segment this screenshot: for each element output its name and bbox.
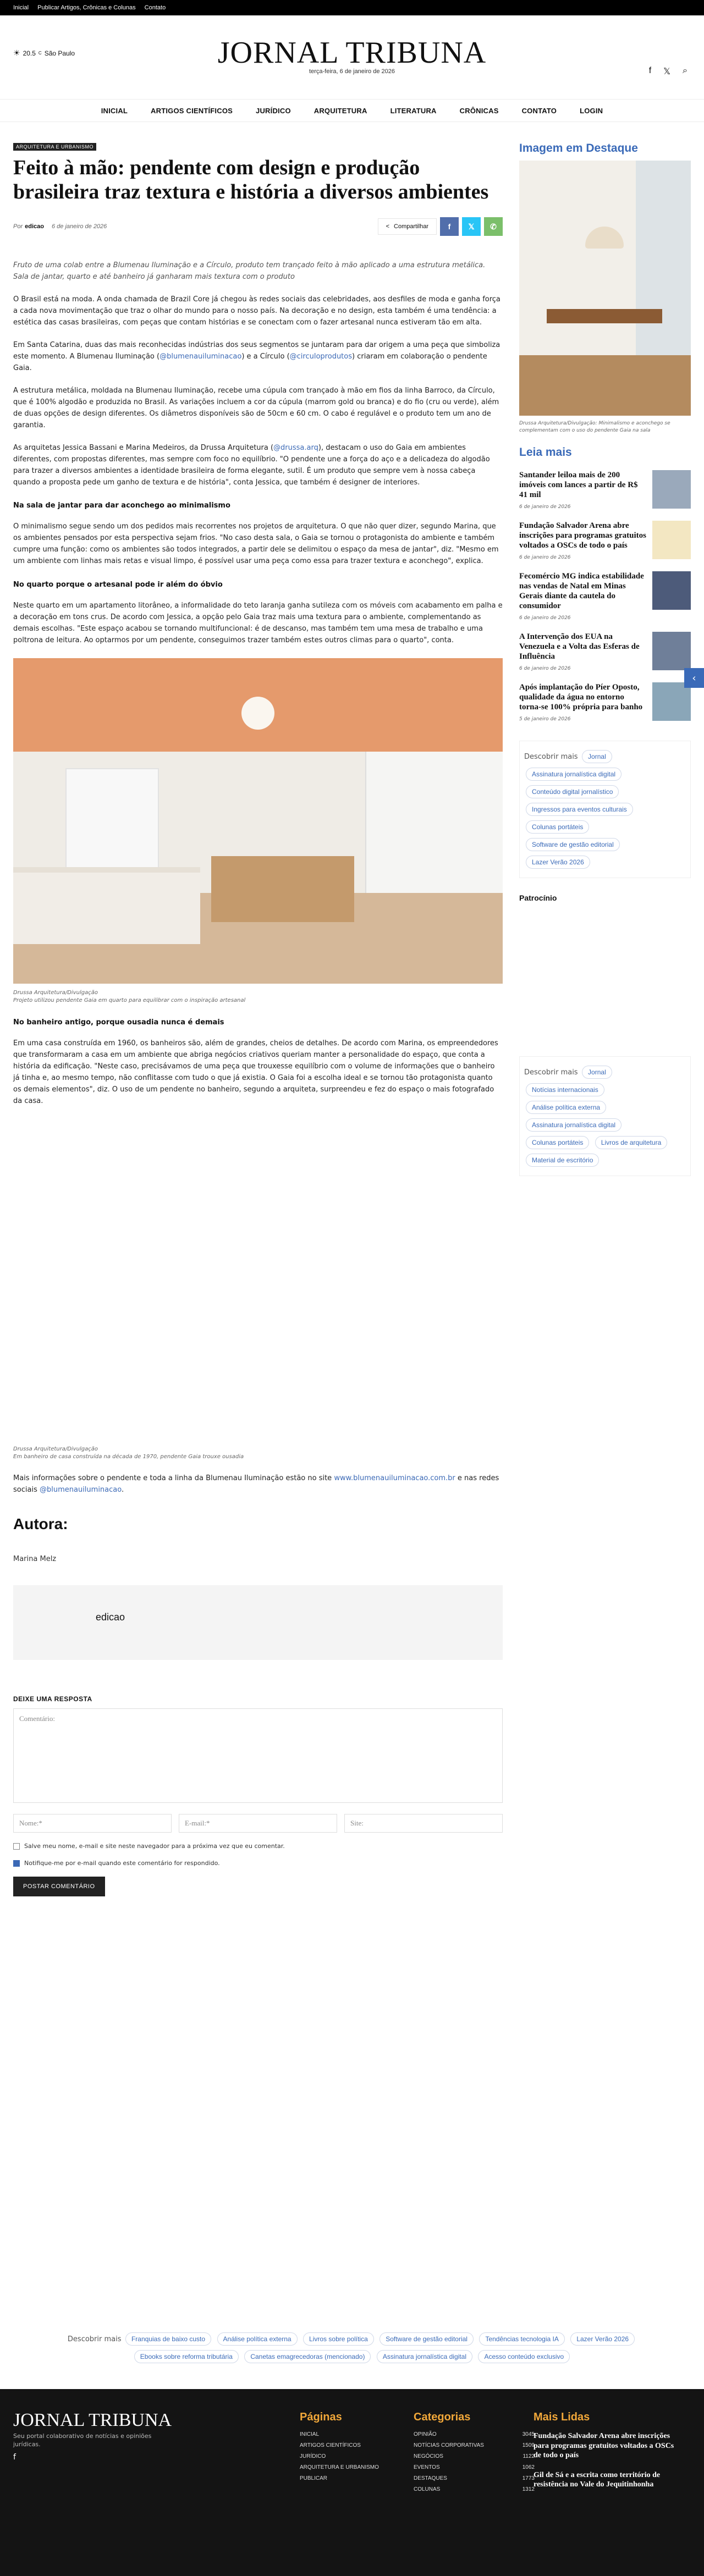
footer-news-link[interactable]: Fundação Salvador Arena abre inscrições para programas gratuitos voltados a OSCs de todo o país: [534, 2432, 674, 2459]
footer-page-link[interactable]: PUBLICAR: [300, 2475, 328, 2481]
news-date: 6 de janeiro de 2026: [519, 504, 571, 510]
section-heading: No quarto porque o artesanal pode ir além do óbvio: [13, 580, 223, 589]
footer-categories-heading: Categorias: [414, 2411, 471, 2423]
news-title[interactable]: Fundação Salvador Arena abre inscrições para programas gratuitos voltados a OSCs de todo o país: [519, 521, 646, 550]
discover-chip[interactable]: Acesso conteúdo exclusivo: [478, 2350, 570, 2363]
news-title[interactable]: Santander leiloa mais de 200 imóveis com lances a partir de R$ 41 mil: [519, 471, 638, 500]
news-title[interactable]: Após implantação do Píer Oposto, qualidade da água no entorno torna-se 100% própria para banho: [519, 683, 643, 712]
site-field[interactable]: Site:: [344, 1814, 503, 1833]
discover-chip[interactable]: Canetas emagrecedoras (mencionado): [244, 2350, 371, 2363]
nav-item-juridico[interactable]: JURÍDICO: [256, 106, 291, 115]
discover-chip[interactable]: Lazer Verão 2026: [570, 2332, 635, 2346]
news-date: 6 de janeiro de 2026: [519, 666, 571, 672]
paragraph: Mais informações sobre o pendente e toda a linha da Blumenau Iluminação estão no site www.blumenauiluminacao.com.br e nas redes sociais @blumenauiluminacao.: [13, 1474, 499, 1494]
discover-chip[interactable]: Análise política externa: [217, 2332, 298, 2346]
discover-chip[interactable]: Franquias de baixo custo: [125, 2332, 211, 2346]
discover-chip[interactable]: Colunas portáteis: [526, 1136, 589, 1149]
author-box-name[interactable]: edicao: [96, 1612, 125, 1623]
header-date: terça-feira, 6 de janeiro de 2026: [309, 68, 395, 75]
site-footer: [0, 2389, 704, 2576]
discover-chip[interactable]: Assinatura jornalística digital: [526, 1118, 622, 1132]
paragraph: Neste quarto em um apartamento litorâneo, a informalidade do teto laranja ganha sutileza com os móveis com acabamento em palha e a decoração em tons crus. De acordo com Jessica, a opção pelo Gaia traz mais uma textura para o ambiente, complementando as demais escolhas. "Este espaço acabou se tornando multifuncional: é de descanso, mas também tem uma mesa de trabalho e uma poltrona de leitura. Ao optarmos por um pendente, conseguimos trazer também estes outros climas para o quarto", conta.: [13, 601, 503, 644]
discover-heading: Descobrir mais: [524, 1068, 578, 1077]
discover-chip[interactable]: Colunas portáteis: [526, 820, 589, 834]
image-caption: Drussa Arquitetura/Divulgação Projeto utilizou pendente Gaia em quarto para equilibrar com o inspiração artesanal: [13, 989, 246, 1004]
drussa-link[interactable]: @drussa.arq: [273, 444, 318, 453]
share-icon: <: [386, 223, 390, 230]
circulo-link[interactable]: @circuloprodutos: [289, 352, 353, 361]
topbar-link-contato[interactable]: Contato: [144, 4, 166, 11]
article-meta: [13, 217, 503, 236]
news-title[interactable]: A Intervenção dos EUA na Venezuela e a Volta das Esferas de Influência: [519, 632, 640, 661]
discover-heading: Descobrir mais: [67, 2335, 122, 2343]
notify-label: Notifique-me por e-mail quando este comentário for respondido.: [24, 1860, 220, 1867]
discover-chip[interactable]: Lazer Verão 2026: [526, 856, 590, 869]
share-facebook-icon[interactable]: f: [440, 217, 459, 236]
footer-category[interactable]: NEGÓCIOS 1122: [414, 2453, 535, 2459]
notify-checkbox[interactable]: [13, 1860, 20, 1867]
discover-chip[interactable]: Livros de arquitetura: [595, 1136, 667, 1149]
blumenau-link[interactable]: @blumenauiluminacao: [160, 352, 242, 361]
discover-chip[interactable]: Material de escritório: [526, 1154, 599, 1167]
temperature-unit: C: [38, 51, 42, 56]
nav-item-login[interactable]: LOGIN: [580, 106, 603, 115]
save-info-label: Salve meu nome, e-mail e site neste navegador para a próxima vez que eu comentar.: [24, 1843, 285, 1850]
article-date: 6 de janeiro de 2026: [51, 223, 107, 230]
author-heading: Autora:: [13, 1515, 68, 1533]
nav-item-contato[interactable]: CONTATO: [521, 106, 557, 115]
list-item[interactable]: [519, 632, 691, 671]
footer-page-link[interactable]: ARQUITETURA E URBANISMO: [300, 2464, 379, 2470]
sun-icon: ☀: [13, 48, 20, 57]
news-date: 5 de janeiro de 2026: [519, 716, 571, 722]
scroll-up-icon[interactable]: ‹: [684, 668, 704, 688]
featured-caption: Drussa Arquitetura/Divulgação: Minimalismo e aconchego se complementam com o uso do pendente Gaia na sala: [519, 421, 670, 433]
news-date: 6 de janeiro de 2026: [519, 615, 571, 621]
footer-tagline: Seu portal colaborativo de notícias e opiniões jurídicas.: [13, 2432, 152, 2448]
pendant-lamp-icon: [241, 697, 274, 730]
share-label: Compartilhar: [394, 223, 428, 230]
facebook-icon[interactable]: f: [648, 66, 652, 75]
footer-page-link[interactable]: JURÍDICO: [300, 2453, 326, 2459]
pendant-lamp-icon: [585, 227, 624, 249]
news-title[interactable]: Fecomércio MG indica estabilidade nas vendas de Natal em Minas Gerais diante da cautela do consumidor: [519, 572, 644, 611]
temperature: 20.5: [23, 49, 36, 57]
share-x-icon[interactable]: 𝕏: [462, 217, 481, 236]
nav-item-artigos[interactable]: ARTIGOS CIENTÍFICOS: [151, 106, 233, 115]
discover-box: [519, 1056, 691, 1176]
image-caption: Drussa Arquitetura/Divulgação Em banheiro de casa construída na década de 1970, pendente Gaia trouxe ousadia: [13, 1446, 244, 1460]
discover-chip[interactable]: Ebooks sobre reforma tributária: [134, 2350, 239, 2363]
list-item[interactable]: [519, 521, 691, 560]
paragraph: As arquitetas Jessica Bassani e Marina Medeiros, da Drussa Arquitetura (@drussa.arq), destacam o uso do Gaia em ambientes diferentes, com propostas diferentes, mas sempre com foco no equilíbrio. "O pendente une a força do aço e a delicadeza do algodão para trazer a diversos ambientes a identidade brasileira de forma elegante, sutil. É um produto que sempre vem à nossa cabeça quando a proposta pede um ganho de textura e de história", conta Jessica, que também é designer de interiores.: [13, 444, 490, 487]
nav-item-inicial[interactable]: INICIAL: [101, 106, 128, 115]
section-heading: Na sala de jantar para dar aconchego ao minimalismo: [13, 501, 230, 510]
author-box: [13, 1585, 503, 1660]
top-bar: [0, 0, 704, 15]
article: [13, 142, 503, 1896]
share-button[interactable]: [378, 218, 437, 235]
footer-logo[interactable]: JORNAL TRIBUNA: [13, 2410, 172, 2430]
list-item[interactable]: [519, 571, 691, 621]
share-whatsapp-icon[interactable]: ✆: [484, 217, 503, 236]
sidebar: [519, 142, 691, 1176]
search-icon[interactable]: ⌕: [683, 66, 688, 75]
comment-fields: [13, 1814, 503, 1833]
footer-facebook-icon[interactable]: f: [13, 2453, 16, 2462]
discover-chip[interactable]: Tendências tecnologia IA: [479, 2332, 564, 2346]
footer-category[interactable]: EVENTOS 1062: [414, 2464, 535, 2470]
save-info-checkbox[interactable]: [13, 1843, 20, 1850]
footer-page-link[interactable]: INICIAL: [300, 2431, 320, 2437]
footer-most-read: [534, 2411, 676, 2500]
footer-category[interactable]: DESTAQUES 1773: [414, 2475, 535, 2481]
discover-chip[interactable]: Conteúdo digital jornalístico: [526, 785, 619, 798]
paragraph: Em uma casa construída em 1960, os banheiros são, além de grandes, cheios de detalhes. De acordo com Marina, os empreendedores que transformaram a casa em um ambiente que abriga negócios criativos queriam manter a personalidade do espaço, que conta a história da edificação. "Neste caso, precisávamos de uma peça que trouxesse equilíbrio com o volume de informações que o banheiro já tinha e, ao mesmo tempo, não conflitasse com tudo o que já existia. O Gaia foi a escolha ideal e se tornou tão protagonista quanto os demais elementos", diz. O uso de um pendente no banheiro, segundo a arquiteta, surpreendeu e fez do espaço o mais fotografado da casa.: [13, 1039, 498, 1105]
paragraph: O Brasil está na moda. A onda chamada de Brazil Core já chegou às redes sociais das celebridades, aos desfiles de moda e ganha força a cada nova movimentação que traz o olhar do mundo para o nosso país. Na decoração e no design, esta também é uma tendência: a estética das casas brasileiras, com peças que contam histórias e se conectam com o fazer artesanal nunca estiveram tão em alta.: [13, 295, 501, 327]
discover-chip[interactable]: Assinatura jornalística digital: [526, 768, 622, 781]
discover-bottom: [44, 2330, 660, 2365]
comment-heading: DEIXE UMA RESPOSTA: [13, 1695, 92, 1703]
list-item[interactable]: [519, 470, 691, 510]
discover-chip[interactable]: Ingressos para eventos culturais: [526, 803, 633, 816]
topbar-link-inicial[interactable]: Inicial: [13, 4, 29, 11]
featured-heading: Imagem em Destaque: [519, 142, 638, 155]
x-icon[interactable]: 𝕏: [663, 67, 671, 76]
nav-item-literatura[interactable]: LITERATURA: [390, 106, 437, 115]
article-title: Feito à mão: pendente com design e produção brasileira traz textura e história a diversos ambientes: [13, 156, 489, 203]
news-thumbnail[interactable]: [652, 682, 691, 721]
paragraph: O minimalismo segue sendo um dos pedidos mais recorrentes nos projetos de arquitetura. O que não quer dizer, segundo Marina, que os ambientes pensados por esta perspectiva sejam frios. "No caso desta sala, o Gaia se tornou o protagonista do ambiente e também cumpre uma função: como os ambientes são todos integrados, a partir dele se delimitou o espaço da mesa de jantar", diz. "Mesmo em um ambiente com linhas mais retas e visual limpo, é possível usar uma peça como essa para trazer textura e aconchego", explica.: [13, 522, 499, 566]
discover-chip[interactable]: Jornal: [582, 750, 612, 763]
author-link[interactable]: edicao: [25, 223, 44, 230]
site-logo[interactable]: JORNAL TRIBUNA: [217, 36, 487, 70]
discover-heading: Descobrir mais: [524, 753, 578, 762]
footer-page-link[interactable]: ARTIGOS CIENTÍFICOS: [300, 2442, 361, 2448]
email-field[interactable]: E-mail:*: [179, 1814, 337, 1833]
bathroom-image-placeholder: [13, 1119, 503, 1440]
discover-chip[interactable]: Software de gestão editorial: [526, 838, 620, 851]
footer-category[interactable]: COLUNAS 1312: [414, 2486, 535, 2492]
discover-box: [519, 741, 691, 878]
section-heading: No banheiro antigo, porque ousadia nunca é demais: [13, 1018, 224, 1027]
discover-chip[interactable]: Software de gestão editorial: [380, 2332, 474, 2346]
news-thumbnail[interactable]: [652, 571, 691, 610]
instagram-link[interactable]: @blumenauiluminacao: [39, 1486, 122, 1494]
list-item[interactable]: [519, 682, 691, 722]
footer-category[interactable]: OPINIÃO 3045: [414, 2431, 535, 2437]
discover-chip[interactable]: Notícias internacionais: [526, 1083, 604, 1096]
featured-image[interactable]: [519, 161, 691, 416]
discover-chip[interactable]: Assinatura jornalística digital: [377, 2350, 472, 2363]
author-name: Marina Melz: [13, 1555, 57, 1564]
footer-pages-heading: Páginas: [300, 2411, 342, 2423]
topbar-link-publicar[interactable]: Publicar Artigos, Crônicas e Colunas: [37, 4, 136, 11]
main-nav: [0, 99, 704, 122]
weather-city: São Paulo: [44, 49, 75, 57]
by-label: Por: [13, 223, 23, 230]
leia-mais-heading: Leia mais: [519, 446, 572, 459]
footer-categories: [414, 2411, 535, 2497]
patrocinio-heading: Patrocínio: [519, 893, 557, 903]
notify-checkbox-row: [13, 1860, 503, 1867]
discover-chip[interactable]: Jornal: [582, 1066, 612, 1079]
nav-item-arquitetura[interactable]: ARQUITETURA: [314, 106, 367, 115]
paragraph: Em Santa Catarina, duas das mais reconhecidas indústrias dos seus segmentos se juntaram para dar origem a uma peça que simboliza este momento. A Blumenau Iluminação (@blumenauiluminacao) e a Círculo (@circuloprodutos) criaram em colaboração o pendente Gaia.: [13, 340, 501, 372]
paragraph: A estrutura metálica, moldada na Blumenau Iluminação, recebe uma cúpula com trançado à mão em fios da linha Barroco, da Círculo, que é 100% algodão e produzida no Brasil. As variações incluem a cor da cúpula (marrom gold ou branca) e do fio (cru ou verde), além de duas opções de design diferentes. Os diâmetros disponíveis são de 50cm e 60 cm. O cabo é regulável e o produto tem um ano de garantia.: [13, 386, 499, 430]
nav-item-cronicas[interactable]: CRÔNICAS: [459, 106, 499, 115]
save-info-checkbox-row: [13, 1843, 503, 1850]
bedroom-image: [13, 658, 503, 984]
footer-news-link[interactable]: Gil de Sá e a escrita como território de resistência no Vale do Jequitinhonha: [534, 2470, 661, 2489]
news-date: 6 de janeiro de 2026: [519, 555, 571, 561]
site-link[interactable]: www.blumenauiluminacao.com.br: [334, 1474, 455, 1482]
footer-most-read-heading: Mais Lidas: [534, 2411, 590, 2423]
discover-chip[interactable]: Análise política externa: [526, 1101, 606, 1114]
share-bar: [378, 217, 503, 236]
news-thumbnail[interactable]: [652, 632, 691, 670]
post-comment-button[interactable]: POSTAR COMENTÁRIO: [13, 1877, 105, 1896]
discover-chip[interactable]: Livros sobre política: [303, 2332, 374, 2346]
comment-textarea[interactable]: Comentário:: [13, 1708, 503, 1803]
category-badge[interactable]: ARQUITETURA E URBANISMO: [13, 143, 96, 151]
footer-category[interactable]: NOTÍCIAS CORPORATIVAS 1509: [414, 2442, 535, 2448]
footer-pages: [300, 2411, 421, 2486]
name-field[interactable]: Nome:*: [13, 1814, 172, 1833]
article-lead: Fruto de uma colab entre a Blumenau Iluminação e a Círculo, produto tem trançado feito à mão aplicado a uma estrutura metálica. Sala de jantar, quarto e até banheiro já ganharam mais textura com o produto: [13, 261, 486, 281]
news-thumbnail[interactable]: [652, 521, 691, 559]
news-thumbnail[interactable]: [652, 470, 691, 509]
